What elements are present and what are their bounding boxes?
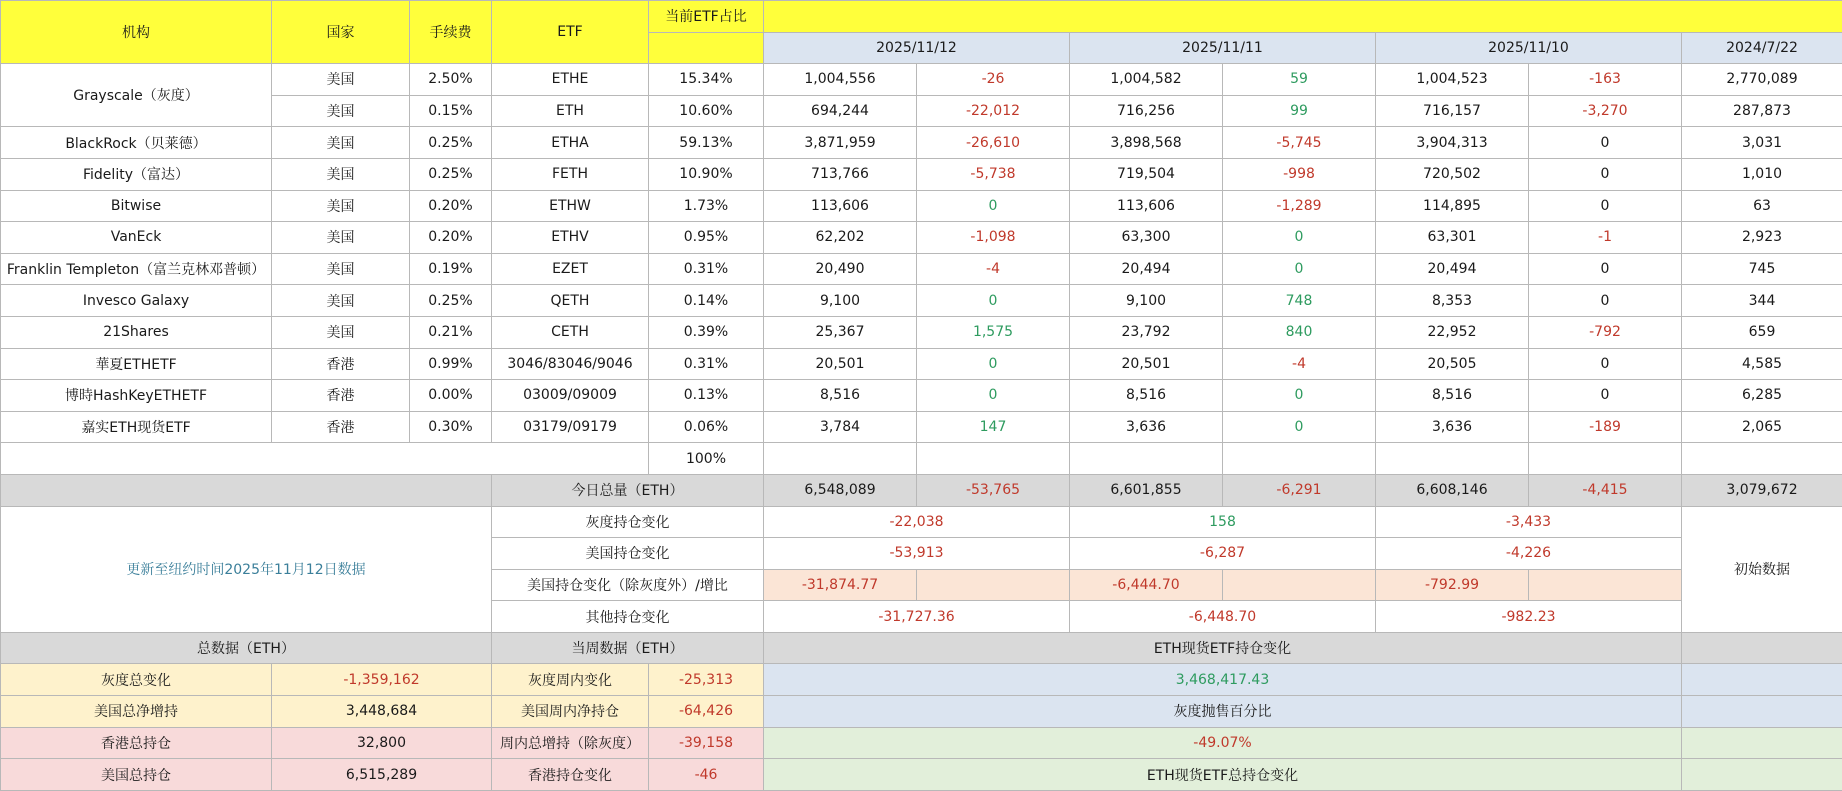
change-cell: -5,745 [1223, 127, 1376, 159]
etf-cell: ETHV [492, 222, 649, 254]
holding-cell: 9,100 [1070, 285, 1223, 317]
today-total-label: 今日总量（ETH） [492, 474, 764, 506]
table-row [1, 127, 1842, 159]
institution-cell: Fidelity（富达） [1, 158, 272, 190]
grey-blank [1, 474, 492, 506]
initial-holding-cell: 1,010 [1682, 158, 1842, 190]
fee-cell: 0.19% [410, 253, 492, 285]
total-initial-cell: 3,079,672 [1682, 474, 1842, 506]
holding-cell: 719,504 [1070, 158, 1223, 190]
initial-holding-cell: 2,065 [1682, 411, 1842, 443]
header-etf: ETF [492, 1, 649, 64]
summary-key: 美国总净增持 [1, 696, 272, 728]
header-institution: 机构 [1, 1, 272, 64]
holding-cell: 694,244 [764, 95, 917, 127]
holding-cell: 3,784 [764, 411, 917, 443]
table-row [1, 222, 1842, 254]
change-cell: 0 [917, 380, 1070, 412]
share-cell: 0.95% [649, 222, 764, 254]
etf-total-change-label: ETH现货ETF总持仓变化 [764, 759, 1682, 791]
holding-cell: 114,895 [1376, 190, 1529, 222]
holding-cell: 20,501 [764, 348, 917, 380]
change-cell: -3,270 [1529, 95, 1682, 127]
summary-row [1, 664, 1842, 696]
institution-cell: 華夏ETHETF [1, 348, 272, 380]
share-total-cell: 100% [649, 443, 764, 475]
holding-cell: 8,516 [764, 380, 917, 412]
initial-holding-cell: 2,770,089 [1682, 64, 1842, 96]
summary-value: 32,800 [272, 727, 492, 759]
week-key: 灰度周内变化 [492, 664, 649, 696]
header-fee: 手续费 [410, 1, 492, 64]
share-cell: 59.13% [649, 127, 764, 159]
total-holding-cell: 6,601,855 [1070, 474, 1223, 506]
initial-holding-cell: 287,873 [1682, 95, 1842, 127]
change-cell: -1 [1529, 222, 1682, 254]
blank-cell [1682, 664, 1842, 696]
holding-cell: 3,898,568 [1070, 127, 1223, 159]
initial-holding-cell: 63 [1682, 190, 1842, 222]
update-note: 更新至纽约时间2025年11月12日数据 [1, 506, 492, 632]
etf-cell: CETH [492, 316, 649, 348]
table-row [1, 190, 1842, 222]
change-cell: 0 [917, 348, 1070, 380]
initial-holding-cell: 6,285 [1682, 380, 1842, 412]
summary-value: -1,359,162 [272, 664, 492, 696]
country-cell: 美国 [272, 285, 410, 317]
change-row [1, 506, 1842, 538]
holding-cell: 20,494 [1070, 253, 1223, 285]
change-value: -3,433 [1376, 506, 1682, 538]
total-holding-cell: 6,608,146 [1376, 474, 1529, 506]
change-label: 美国持仓变化 [492, 538, 764, 570]
blank-cell [1, 443, 649, 475]
etf-cell: QETH [492, 285, 649, 317]
etf-cell: ETHE [492, 64, 649, 96]
etf-cell: FETH [492, 158, 649, 190]
blank-cell [917, 443, 1070, 475]
week-key: 周内总增持（除灰度） [492, 727, 649, 759]
change-cell: -26 [917, 64, 1070, 96]
date-2024-7-22: 2024/7/22 [1682, 32, 1842, 64]
institution-cell: BlackRock（贝莱德） [1, 127, 272, 159]
table-row [1, 380, 1842, 412]
initial-data-label: 初始数据 [1682, 506, 1842, 632]
total-change-cell: -53,765 [917, 474, 1070, 506]
summary-key: 美国总持仓 [1, 759, 272, 791]
change-value: -22,038 [764, 506, 1070, 538]
share-cell: 10.90% [649, 158, 764, 190]
holding-cell: 3,636 [1376, 411, 1529, 443]
change-cell: -189 [1529, 411, 1682, 443]
country-cell: 美国 [272, 190, 410, 222]
etf-cell: 03009/09009 [492, 380, 649, 412]
change-cell: 0 [1529, 127, 1682, 159]
week-key: 美国周内净持仓 [492, 696, 649, 728]
holding-cell: 716,157 [1376, 95, 1529, 127]
summary-value: 6,515,289 [272, 759, 492, 791]
grayscale-sell-pct-value: -49.07% [764, 727, 1682, 759]
summary-header-row [1, 632, 1842, 664]
week-key: 香港持仓变化 [492, 759, 649, 791]
blank-cell [1529, 569, 1682, 601]
change-cell: 748 [1223, 285, 1376, 317]
summary-key: 香港总持仓 [1, 727, 272, 759]
change-cell: 59 [1223, 64, 1376, 96]
change-cell: 0 [1223, 253, 1376, 285]
header-share: 当前ETF占比 [649, 1, 764, 33]
holding-cell: 63,301 [1376, 222, 1529, 254]
header-country: 国家 [272, 1, 410, 64]
holding-cell: 716,256 [1070, 95, 1223, 127]
table-row [1, 411, 1842, 443]
holding-cell: 720,502 [1376, 158, 1529, 190]
country-cell: 美国 [272, 64, 410, 96]
holding-cell: 1,004,523 [1376, 64, 1529, 96]
week-value: -64,426 [649, 696, 764, 728]
change-value: -31,727.36 [764, 601, 1070, 633]
change-cell: 0 [1223, 222, 1376, 254]
change-value: -6,448.70 [1070, 601, 1376, 633]
week-value: -46 [649, 759, 764, 791]
holding-cell: 8,353 [1376, 285, 1529, 317]
change-cell: 0 [1223, 380, 1376, 412]
institution-cell: Franklin Templeton（富兰克林邓普顿） [1, 253, 272, 285]
country-cell: 香港 [272, 380, 410, 412]
share-total-row [1, 443, 1842, 475]
holding-cell: 20,505 [1376, 348, 1529, 380]
country-cell: 香港 [272, 348, 410, 380]
country-cell: 香港 [272, 411, 410, 443]
change-cell: 99 [1223, 95, 1376, 127]
etf-change-header: ETH现货ETF持仓变化 [764, 632, 1682, 664]
holding-cell: 63,300 [1070, 222, 1223, 254]
institution-cell: 21Shares [1, 316, 272, 348]
blank-cell [917, 569, 1070, 601]
change-cell: 0 [1529, 285, 1682, 317]
etf-cell: ETHW [492, 190, 649, 222]
table-row [1, 253, 1842, 285]
change-cell: 840 [1223, 316, 1376, 348]
week-value: -25,313 [649, 664, 764, 696]
change-label: 美国持仓变化（除灰度外）/增比 [492, 569, 764, 601]
share-cell: 10.60% [649, 95, 764, 127]
change-cell: 1,575 [917, 316, 1070, 348]
fee-cell: 0.21% [410, 316, 492, 348]
change-cell: 0 [1529, 158, 1682, 190]
change-cell: -163 [1529, 64, 1682, 96]
holding-cell: 20,494 [1376, 253, 1529, 285]
etf-cell: 3046/83046/9046 [492, 348, 649, 380]
holding-cell: 20,490 [764, 253, 917, 285]
initial-holding-cell: 3,031 [1682, 127, 1842, 159]
total-change-cell: -6,291 [1223, 474, 1376, 506]
blank-cell [1682, 443, 1842, 475]
week-data-header: 当周数据（ETH） [492, 632, 764, 664]
blank-cell [1682, 727, 1842, 759]
table-row [1, 158, 1842, 190]
initial-holding-cell: 4,585 [1682, 348, 1842, 380]
blank-cell [1223, 569, 1376, 601]
week-value: -39,158 [649, 727, 764, 759]
blank-cell [1682, 696, 1842, 728]
holding-cell: 22,952 [1376, 316, 1529, 348]
date-2025-11-11: 2025/11/11 [1070, 32, 1376, 64]
grayscale-sell-pct-label: 灰度抛售百分比 [764, 696, 1682, 728]
country-cell: 美国 [272, 316, 410, 348]
fee-cell: 0.20% [410, 190, 492, 222]
holding-cell: 25,367 [764, 316, 917, 348]
holding-cell: 113,606 [1070, 190, 1223, 222]
etf-cell: ETHA [492, 127, 649, 159]
summary-row [1, 696, 1842, 728]
table-row [1, 285, 1842, 317]
total-change-cell: -4,415 [1529, 474, 1682, 506]
change-cell: -4 [917, 253, 1070, 285]
blank-cell [1376, 443, 1529, 475]
country-cell: 美国 [272, 253, 410, 285]
fee-cell: 0.20% [410, 222, 492, 254]
change-cell: -5,738 [917, 158, 1070, 190]
table-row [1, 348, 1842, 380]
change-value: -6,287 [1070, 538, 1376, 570]
fee-cell: 0.99% [410, 348, 492, 380]
share-cell: 0.13% [649, 380, 764, 412]
blank-cell [1529, 443, 1682, 475]
date-2025-11-10: 2025/11/10 [1376, 32, 1682, 64]
fee-cell: 0.30% [410, 411, 492, 443]
holding-cell: 23,792 [1070, 316, 1223, 348]
change-cell: 0 [917, 285, 1070, 317]
initial-holding-cell: 344 [1682, 285, 1842, 317]
fee-cell: 0.25% [410, 158, 492, 190]
date-2025-11-12: 2025/11/12 [764, 32, 1070, 64]
change-value: -53,913 [764, 538, 1070, 570]
fee-cell: 0.00% [410, 380, 492, 412]
change-cell: -1,289 [1223, 190, 1376, 222]
header-yellow-band [764, 1, 1842, 33]
change-cell: 0 [1529, 348, 1682, 380]
change-value: -982.23 [1376, 601, 1682, 633]
change-cell: -22,012 [917, 95, 1070, 127]
holding-cell: 1,004,556 [764, 64, 917, 96]
change-cell: 0 [1529, 380, 1682, 412]
fee-cell: 0.25% [410, 285, 492, 317]
change-cell: 0 [1529, 190, 1682, 222]
header-row [1, 1, 1842, 33]
share-cell: 0.14% [649, 285, 764, 317]
holding-cell: 3,904,313 [1376, 127, 1529, 159]
institution-cell: VanEck [1, 222, 272, 254]
country-cell: 美国 [272, 127, 410, 159]
holding-cell: 9,100 [764, 285, 917, 317]
country-cell: 美国 [272, 158, 410, 190]
initial-holding-cell: 745 [1682, 253, 1842, 285]
change-label: 灰度持仓变化 [492, 506, 764, 538]
share-cell: 0.31% [649, 348, 764, 380]
fee-cell: 2.50% [410, 64, 492, 96]
change-cell: 0 [1529, 253, 1682, 285]
share-cell: 0.06% [649, 411, 764, 443]
summary-key: 灰度总变化 [1, 664, 272, 696]
table-row [1, 64, 1842, 96]
change-cell: -1,098 [917, 222, 1070, 254]
etf-cell: ETH [492, 95, 649, 127]
country-cell: 美国 [272, 222, 410, 254]
institution-cell: 嘉实ETH现货ETF [1, 411, 272, 443]
holding-cell: 20,501 [1070, 348, 1223, 380]
etf-cell: EZET [492, 253, 649, 285]
change-cell: 0 [1223, 411, 1376, 443]
change-cell: 147 [917, 411, 1070, 443]
change-value: 158 [1070, 506, 1376, 538]
grey-blank [1682, 632, 1842, 664]
change-cell: -998 [1223, 158, 1376, 190]
initial-holding-cell: 659 [1682, 316, 1842, 348]
initial-holding-cell: 2,923 [1682, 222, 1842, 254]
blank-cell [1070, 443, 1223, 475]
today-total-row [1, 474, 1842, 506]
change-value: -6,444.70 [1070, 569, 1223, 601]
total-holding-cell: 6,548,089 [764, 474, 917, 506]
change-cell: -26,610 [917, 127, 1070, 159]
holding-cell: 8,516 [1376, 380, 1529, 412]
country-cell: 美国 [272, 95, 410, 127]
holding-cell: 8,516 [1070, 380, 1223, 412]
blank-cell [1223, 443, 1376, 475]
share-cell: 15.34% [649, 64, 764, 96]
table-row [1, 316, 1842, 348]
change-label: 其他持仓变化 [492, 601, 764, 633]
header-share-blank [649, 32, 764, 64]
holding-cell: 713,766 [764, 158, 917, 190]
holding-cell: 3,871,959 [764, 127, 917, 159]
institution-cell: Grayscale（灰度） [1, 64, 272, 127]
holding-cell: 1,004,582 [1070, 64, 1223, 96]
summary-row [1, 727, 1842, 759]
table-row [1, 95, 1842, 127]
summary-value: 3,448,684 [272, 696, 492, 728]
holding-cell: 62,202 [764, 222, 917, 254]
share-cell: 0.39% [649, 316, 764, 348]
change-cell: -4 [1223, 348, 1376, 380]
change-cell: 0 [917, 190, 1070, 222]
holding-cell: 3,636 [1070, 411, 1223, 443]
holding-cell: 113,606 [764, 190, 917, 222]
change-value: -31,874.77 [764, 569, 917, 601]
change-cell: -792 [1529, 316, 1682, 348]
etf-cell: 03179/09179 [492, 411, 649, 443]
change-value: -4,226 [1376, 538, 1682, 570]
institution-cell: Bitwise [1, 190, 272, 222]
fee-cell: 0.15% [410, 95, 492, 127]
share-cell: 1.73% [649, 190, 764, 222]
etf-change-value: 3,468,417.43 [764, 664, 1682, 696]
blank-cell [764, 443, 917, 475]
change-value: -792.99 [1376, 569, 1529, 601]
share-cell: 0.31% [649, 253, 764, 285]
total-data-header: 总数据（ETH） [1, 632, 492, 664]
fee-cell: 0.25% [410, 127, 492, 159]
institution-cell: 博時HashKeyETHETF [1, 380, 272, 412]
institution-cell: Invesco Galaxy [1, 285, 272, 317]
